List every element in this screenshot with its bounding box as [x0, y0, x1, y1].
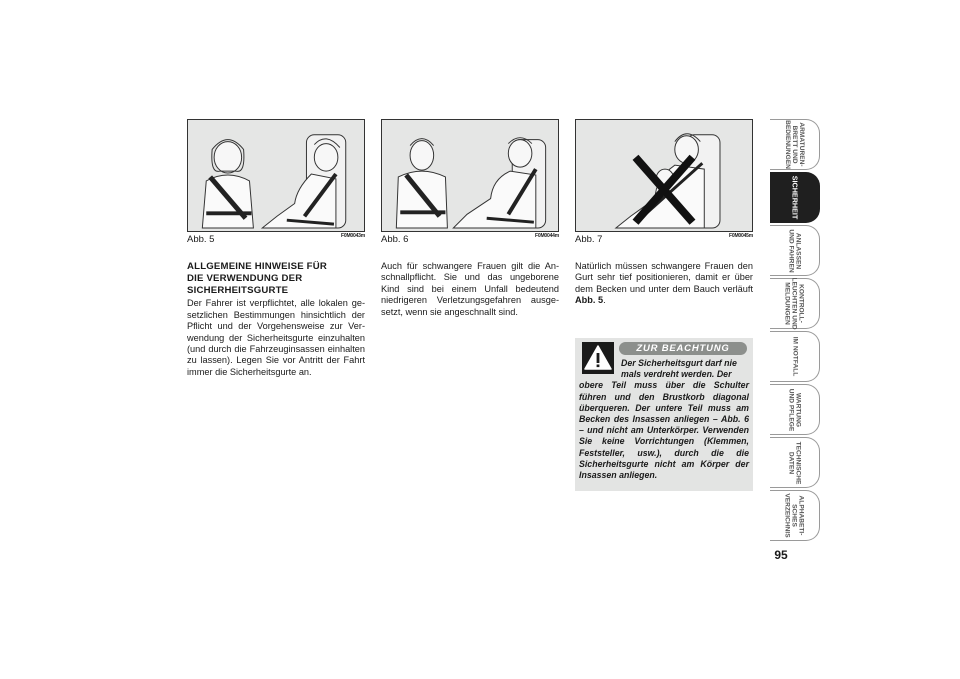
middle-paragraph: Auch für schwangere Frauen gilt die Anschnallpflicht. Sie und das ungeborene Kind sind bei einem Unfall bedeutend niedrigeren Verletzungsgefahren ausgesetzt, wenn sie angeschnallt sind.	[381, 261, 559, 317]
figure-reference: Abb. 5	[575, 295, 604, 306]
page-number: 95	[774, 548, 788, 562]
tab-technische-daten[interactable]	[770, 437, 820, 488]
section-heading	[187, 261, 365, 296]
warning-body: obere Teil muss über die Schulter führen und den Brustkorb diagonal überqueren. Der untere Teil muss am Becken des Insassen anliegen – Abb. 6 – und nicht am Unterkörper. Verwenden Sie keine Vorrichtungen (Klemmen, Feststeller, usw.), durch die die Sicherheitsgurte nicht am Körper der Insassen anliegen.	[579, 380, 749, 481]
heading-line: SICHERHEITSGURTE	[187, 284, 289, 296]
sentence-end: .	[603, 295, 606, 306]
figure-abb-7	[575, 119, 753, 232]
pregnant-woman-seatbelt-illustration	[188, 120, 364, 231]
belt-positioning-note	[575, 261, 753, 307]
tab-armaturenbrett[interactable]	[770, 119, 820, 170]
figure-abb-5	[187, 119, 365, 232]
pregnant-women-note	[381, 261, 559, 318]
tab-verzeichnis[interactable]	[770, 490, 820, 541]
warning-title: ZUR BEACHTUNG	[619, 342, 747, 355]
tab-wartung[interactable]	[770, 384, 820, 435]
tab-label: SICHERHEIT	[790, 175, 799, 220]
seatbelt-correct-position-illustration	[382, 120, 558, 231]
warning-text	[579, 358, 749, 481]
warning-line: mals verdreht werden. Der	[621, 369, 732, 380]
tab-label: KONTROLL- LEUCHTEN UND MELDUNGEN	[784, 277, 805, 330]
tab-label: ALPHABETI- SCHES VERZEICHNIS	[784, 493, 805, 538]
tab-label: TECHNISCHE DATEN	[787, 441, 802, 484]
right-paragraph-text: Natürlich müssen schwangere Frauen den Gurt sehr tief positionieren, damit er über dem Becken und unter dem Bauch verläuft	[575, 261, 753, 294]
tab-label: IM NOTFALL	[791, 336, 798, 377]
right-paragraph	[575, 261, 753, 307]
tab-label: ANLASSEN UND FAHREN	[787, 228, 802, 273]
tab-anlassen[interactable]	[770, 225, 820, 276]
figure-code: F0M0045m	[729, 233, 753, 239]
figure-label: Abb. 5	[187, 234, 215, 245]
warning-line: Der Sicherheitsgurt darf nie	[621, 358, 737, 368]
tab-im-notfall[interactable]	[770, 331, 820, 382]
section-general-notes	[187, 261, 365, 378]
section-body: Der Fahrer ist verpflichtet, alle lokalen gesetzlichen Bestimmungen hinsichtlich der Pflicht und der Vorgehensweise zur Verwendung der Sicherheitsgurte einzuhalten (und durch die Fahrzeuginsassen einhalten zu lassen). Legen Sie vor Antritt der Fahrt immer die Sicherheitsgurte an.	[187, 298, 365, 377]
heading-line: DIE VERWENDUNG DER	[187, 272, 303, 284]
figure-abb-6	[381, 119, 559, 232]
incorrect-seatbelt-usage-illustration	[576, 120, 752, 231]
figure-label: Abb. 7	[575, 234, 603, 245]
tab-kontrollleuchten[interactable]	[770, 278, 820, 329]
figure-code: F0M0043m	[341, 233, 365, 239]
tab-label: WARTUNG UND PFLEGE	[787, 388, 802, 431]
tab-sicherheit[interactable]	[770, 172, 820, 223]
warning-box	[575, 338, 753, 491]
figure-label: Abb. 6	[381, 234, 409, 245]
heading-line: ALLGEMEINE HINWEISE FÜR	[187, 261, 327, 272]
figure-code: F0M0044m	[535, 233, 559, 239]
tab-label: ARMATUREN- BRETT UND BEDIENUNGEN	[783, 120, 805, 169]
